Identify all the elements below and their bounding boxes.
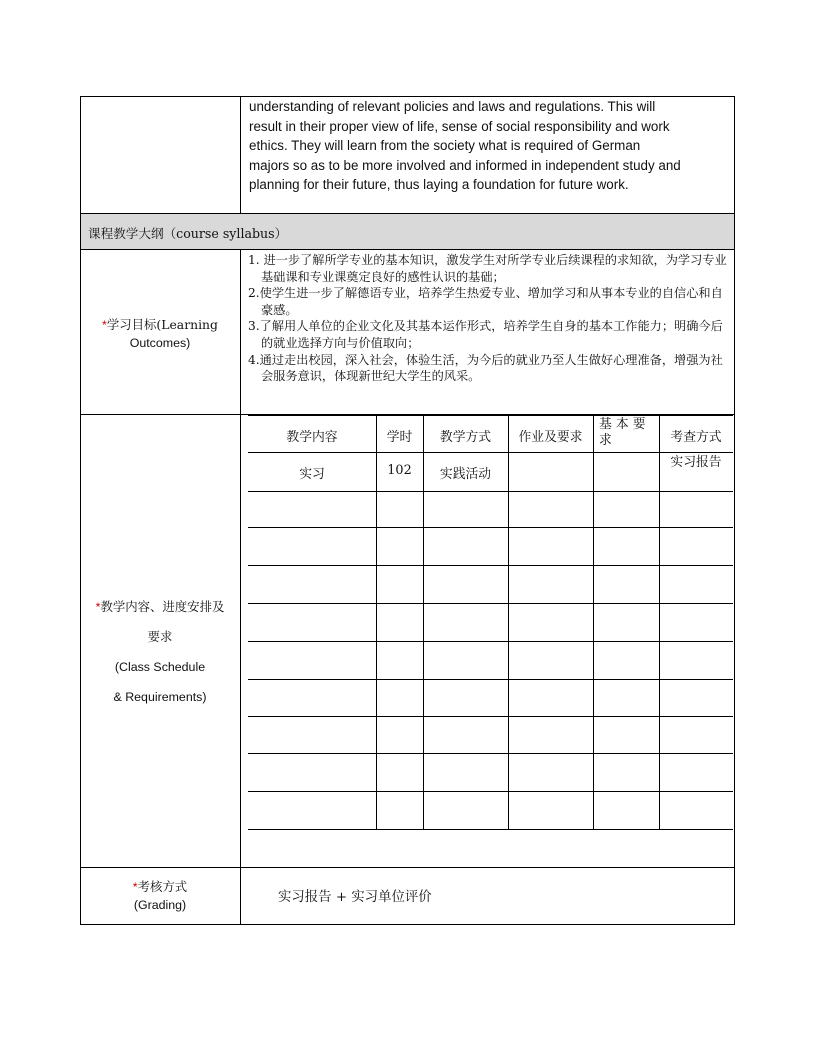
schedule-row-line [248,527,733,528]
schedule-row-line [248,753,733,754]
grading-label-en: (Grading) [133,898,187,912]
intro-line: result in their proper view of life, sense of social responsibility and work [249,118,670,134]
header-assessment: 考查方式 [670,430,722,445]
outcome-item: 1. 进一步了解所学专业的基本知识，激发学生对所学专业后续课程的求知欲，为学习专业基础课和专业课奠定良好的感性认识的基础； [248,253,727,284]
schedule-row-line [248,491,733,492]
schedule-column-line [659,415,660,829]
outcomes-list [248,252,728,385]
schedule-label-line: (Class Schedule [114,660,206,674]
intro-line: ethics. They will learn from the society what is required of German [249,138,641,154]
schedule-column-line [593,415,594,829]
cell-method: 实践活动 [439,467,492,482]
required-mark: * [95,600,101,614]
table-bottom-border [80,924,735,925]
table-right-border [734,96,735,925]
intro-line: understanding of relevant policies and laws and regulations. This will [249,99,656,114]
grading-label [80,878,240,914]
row-divider [80,249,735,250]
schedule-row-line [248,603,733,604]
syllabus-header: 课程教学大纲（course syllabus） [88,226,288,241]
outcome-item: 4.通过走出校园，深入社会，体验生活，为今后的就业乃至人生做好心理准备，增强为社会服务意识，体现新世纪大学生的风采。 [248,352,723,384]
header-content: 教学内容 [286,430,338,445]
header-requirements: 基 本 要 求 [599,417,646,448]
intro-line: planning for their future, thus laying a foundation for future work. [249,177,629,193]
schedule-label [80,592,240,712]
grading-value: 实习报告 + 实习单位评价 [278,890,432,905]
row-divider [80,867,735,868]
outcome-item: 2.使学生进一步了解德语专业，培养学生热爱专业、增加学习和从事本专业的自信心和自豪感。 [248,286,723,317]
schedule-row-line [248,415,733,416]
intro-paragraph [249,97,727,195]
outcomes-label-cn: 学习目标(Learning [106,317,218,332]
schedule-label-line: 教学内容、进度安排及 [100,599,225,614]
schedule-row-line [248,641,733,642]
schedule-label-line: & Requirements) [113,690,207,704]
schedule-row-line [248,791,733,792]
schedule-row-line [248,452,733,453]
header-homework: 作业及要求 [518,430,583,445]
required-mark: * [102,318,107,332]
column-divider [240,249,241,925]
schedule-row-line [248,679,733,680]
intro-line: majors so as to be more involved and informed in independent study and [249,157,681,173]
schedule-row-line [248,716,733,717]
outcomes-label [80,316,240,352]
schedule-label-line: 要求 [147,629,173,644]
schedule-row-line [248,565,733,566]
required-mark: * [132,880,138,894]
cell-assessment: 实习报告 [670,455,722,470]
outcomes-label-en: Outcomes) [129,336,191,350]
cell-content: 实习 [299,467,325,482]
outcome-item: 3.了解用人单位的企业文化及其基本运作形式，培养学生自身的基本工作能力；明确今后的就业选择方向与价值取向； [248,319,723,350]
cell-hours: 102 [387,463,412,478]
schedule-row-line [248,829,733,830]
grading-label-cn: 考核方式 [137,879,188,894]
schedule-column-line [508,415,509,829]
header-method: 教学方式 [439,430,492,445]
header-hours: 学时 [386,430,413,445]
column-divider [240,96,241,214]
